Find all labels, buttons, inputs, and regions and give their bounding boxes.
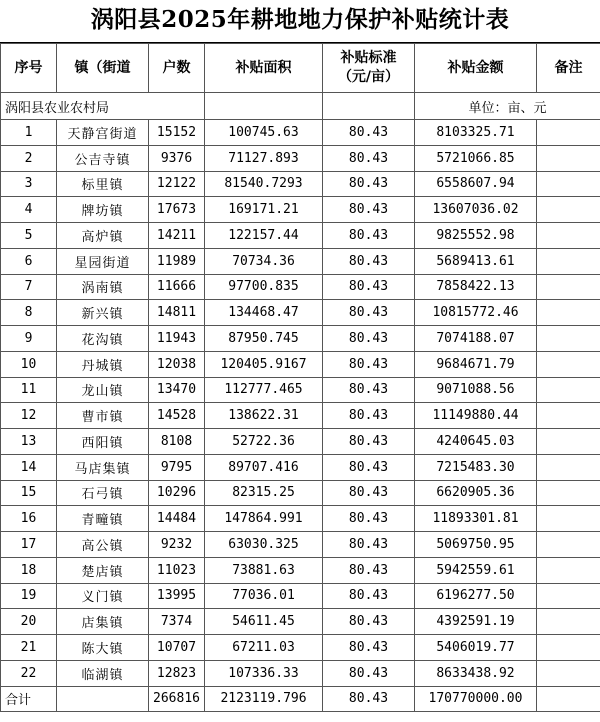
cell-seq: 3 [1, 171, 57, 197]
cell-households: 11943 [149, 326, 205, 352]
cell-note [537, 506, 600, 532]
table-row [1, 403, 600, 429]
cell-area: 54611.45 [205, 609, 323, 635]
cell-seq: 20 [1, 609, 57, 635]
cell-seq: 9 [1, 326, 57, 352]
cell-seq: 7 [1, 274, 57, 300]
cell-note [537, 274, 600, 300]
cell-households: 8108 [149, 429, 205, 455]
cell-rate: 80.43 [323, 429, 415, 455]
cell-rate: 80.43 [323, 660, 415, 686]
cell-households: 11023 [149, 557, 205, 583]
cell-rate: 80.43 [323, 557, 415, 583]
total-note [537, 686, 600, 711]
table-row [1, 326, 600, 352]
cell-town: 涡南镇 [57, 274, 149, 300]
cell-amount: 8633438.92 [415, 660, 537, 686]
cell-town: 花沟镇 [57, 326, 149, 352]
cell-note [537, 532, 600, 558]
cell-note [537, 377, 600, 403]
cell-rate: 80.43 [323, 506, 415, 532]
organization-label: 涡阳县农业农村局 [1, 93, 205, 120]
cell-households: 10707 [149, 635, 205, 661]
cell-area: 89707.416 [205, 454, 323, 480]
cell-town: 楚店镇 [57, 557, 149, 583]
cell-area: 112777.465 [205, 377, 323, 403]
header-area: 补贴面积 [205, 44, 323, 93]
cell-note [537, 480, 600, 506]
cell-households: 11989 [149, 248, 205, 274]
cell-area: 169171.21 [205, 197, 323, 223]
cell-town: 龙山镇 [57, 377, 149, 403]
cell-area: 120405.9167 [205, 351, 323, 377]
table-row [1, 300, 600, 326]
cell-households: 7374 [149, 609, 205, 635]
cell-rate: 80.43 [323, 635, 415, 661]
cell-note [537, 351, 600, 377]
table-row [1, 120, 600, 146]
cell-rate: 80.43 [323, 403, 415, 429]
cell-area: 70734.36 [205, 248, 323, 274]
cell-amount: 7858422.13 [415, 274, 537, 300]
cell-note [537, 300, 600, 326]
header-town: 镇（街道 [57, 44, 149, 93]
cell-town: 马店集镇 [57, 454, 149, 480]
cell-note [537, 454, 600, 480]
cell-amount: 5406019.77 [415, 635, 537, 661]
cell-town: 牌坊镇 [57, 197, 149, 223]
meta-empty-cell [323, 93, 415, 120]
cell-town: 高公镇 [57, 532, 149, 558]
cell-rate: 80.43 [323, 532, 415, 558]
table-row [1, 248, 600, 274]
cell-seq: 12 [1, 403, 57, 429]
header-note: 备注 [537, 44, 600, 93]
cell-households: 14811 [149, 300, 205, 326]
header-households: 户数 [149, 44, 205, 93]
cell-rate: 80.43 [323, 454, 415, 480]
cell-town: 天静宫街道 [57, 120, 149, 146]
cell-seq: 8 [1, 300, 57, 326]
cell-rate: 80.43 [323, 223, 415, 249]
cell-seq: 2 [1, 145, 57, 171]
cell-area: 73881.63 [205, 557, 323, 583]
cell-households: 17673 [149, 197, 205, 223]
header-rate [323, 44, 415, 93]
total-households: 266816 [149, 686, 205, 711]
subsidy-table [0, 43, 600, 712]
cell-note [537, 223, 600, 249]
cell-amount: 11893301.81 [415, 506, 537, 532]
cell-amount: 9071088.56 [415, 377, 537, 403]
header-row [1, 44, 600, 93]
cell-seq: 5 [1, 223, 57, 249]
cell-amount: 13607036.02 [415, 197, 537, 223]
cell-rate: 80.43 [323, 609, 415, 635]
cell-amount: 5689413.61 [415, 248, 537, 274]
cell-amount: 9825552.98 [415, 223, 537, 249]
cell-note [537, 583, 600, 609]
table-row [1, 557, 600, 583]
cell-area: 97700.835 [205, 274, 323, 300]
cell-amount: 11149880.44 [415, 403, 537, 429]
cell-town: 标里镇 [57, 171, 149, 197]
cell-note [537, 403, 600, 429]
header-seq: 序号 [1, 44, 57, 93]
cell-area: 63030.325 [205, 532, 323, 558]
cell-households: 13995 [149, 583, 205, 609]
cell-households: 10296 [149, 480, 205, 506]
table-row [1, 635, 600, 661]
table-row [1, 223, 600, 249]
cell-town: 石弓镇 [57, 480, 149, 506]
cell-note [537, 145, 600, 171]
total-rate: 80.43 [323, 686, 415, 711]
table-row [1, 583, 600, 609]
cell-rate: 80.43 [323, 145, 415, 171]
table-row [1, 454, 600, 480]
cell-households: 13470 [149, 377, 205, 403]
cell-area: 147864.991 [205, 506, 323, 532]
cell-area: 52722.36 [205, 429, 323, 455]
cell-rate: 80.43 [323, 197, 415, 223]
table-row [1, 197, 600, 223]
cell-town: 西阳镇 [57, 429, 149, 455]
cell-area: 77036.01 [205, 583, 323, 609]
cell-town: 高炉镇 [57, 223, 149, 249]
total-town-cell [57, 686, 149, 711]
cell-rate: 80.43 [323, 274, 415, 300]
cell-households: 9795 [149, 454, 205, 480]
table-row [1, 532, 600, 558]
cell-amount: 7074188.07 [415, 326, 537, 352]
cell-area: 71127.893 [205, 145, 323, 171]
total-row [1, 686, 600, 711]
cell-seq: 19 [1, 583, 57, 609]
cell-area: 138622.31 [205, 403, 323, 429]
cell-town: 曹市镇 [57, 403, 149, 429]
cell-amount: 5721066.85 [415, 145, 537, 171]
cell-amount: 5069750.95 [415, 532, 537, 558]
cell-town: 公吉寺镇 [57, 145, 149, 171]
cell-rate: 80.43 [323, 248, 415, 274]
cell-households: 9376 [149, 145, 205, 171]
cell-amount: 10815772.46 [415, 300, 537, 326]
header-amount: 补贴金额 [415, 44, 537, 93]
cell-seq: 15 [1, 480, 57, 506]
cell-rate: 80.43 [323, 480, 415, 506]
cell-households: 12038 [149, 351, 205, 377]
cell-rate: 80.43 [323, 583, 415, 609]
cell-area: 81540.7293 [205, 171, 323, 197]
cell-households: 15152 [149, 120, 205, 146]
total-label: 合计 [1, 686, 57, 711]
cell-households: 14211 [149, 223, 205, 249]
cell-town: 临湖镇 [57, 660, 149, 686]
cell-amount: 6196277.50 [415, 583, 537, 609]
cell-area: 100745.63 [205, 120, 323, 146]
table-row [1, 351, 600, 377]
cell-town: 陈大镇 [57, 635, 149, 661]
table-body [1, 120, 600, 687]
cell-seq: 22 [1, 660, 57, 686]
cell-amount: 8103325.71 [415, 120, 537, 146]
unit-label: 单位：亩、元 [415, 93, 600, 120]
table-row [1, 429, 600, 455]
cell-area: 87950.745 [205, 326, 323, 352]
cell-amount: 7215483.30 [415, 454, 537, 480]
cell-note [537, 248, 600, 274]
cell-households: 14528 [149, 403, 205, 429]
cell-note [537, 429, 600, 455]
cell-note [537, 120, 600, 146]
cell-households: 9232 [149, 532, 205, 558]
cell-seq: 18 [1, 557, 57, 583]
cell-households: 12823 [149, 660, 205, 686]
cell-amount: 4392591.19 [415, 609, 537, 635]
table-row [1, 480, 600, 506]
cell-seq: 6 [1, 248, 57, 274]
cell-rate: 80.43 [323, 171, 415, 197]
meta-empty-cell [205, 93, 323, 120]
cell-note [537, 609, 600, 635]
cell-note [537, 197, 600, 223]
table-row [1, 377, 600, 403]
cell-seq: 13 [1, 429, 57, 455]
page-title: 涡阳县2025年耕地地力保护补贴统计表 [0, 0, 600, 43]
cell-town: 青疃镇 [57, 506, 149, 532]
cell-rate: 80.43 [323, 120, 415, 146]
cell-seq: 1 [1, 120, 57, 146]
cell-note [537, 635, 600, 661]
cell-note [537, 326, 600, 352]
cell-note [537, 660, 600, 686]
cell-rate: 80.43 [323, 377, 415, 403]
table-row [1, 609, 600, 635]
cell-rate: 80.43 [323, 351, 415, 377]
cell-town: 新兴镇 [57, 300, 149, 326]
cell-amount: 6558607.94 [415, 171, 537, 197]
cell-households: 12122 [149, 171, 205, 197]
table-row [1, 660, 600, 686]
cell-area: 122157.44 [205, 223, 323, 249]
cell-area: 67211.03 [205, 635, 323, 661]
cell-rate: 80.43 [323, 300, 415, 326]
cell-area: 134468.47 [205, 300, 323, 326]
cell-seq: 16 [1, 506, 57, 532]
cell-amount: 4240645.03 [415, 429, 537, 455]
cell-town: 店集镇 [57, 609, 149, 635]
cell-area: 107336.33 [205, 660, 323, 686]
cell-households: 11666 [149, 274, 205, 300]
table-row [1, 145, 600, 171]
cell-seq: 21 [1, 635, 57, 661]
cell-note [537, 557, 600, 583]
table-row [1, 506, 600, 532]
cell-town: 丹城镇 [57, 351, 149, 377]
cell-seq: 17 [1, 532, 57, 558]
cell-seq: 11 [1, 377, 57, 403]
cell-seq: 10 [1, 351, 57, 377]
header-rate-line1: 补贴标准 [340, 50, 397, 66]
table-row [1, 274, 600, 300]
table-row [1, 171, 600, 197]
cell-town: 星园街道 [57, 248, 149, 274]
cell-rate: 80.43 [323, 326, 415, 352]
cell-note [537, 171, 600, 197]
header-rate-line2: （元/亩） [337, 69, 400, 85]
cell-households: 14484 [149, 506, 205, 532]
cell-seq: 4 [1, 197, 57, 223]
cell-area: 82315.25 [205, 480, 323, 506]
cell-amount: 6620905.36 [415, 480, 537, 506]
cell-amount: 9684671.79 [415, 351, 537, 377]
total-area: 2123119.796 [205, 686, 323, 711]
cell-town: 义门镇 [57, 583, 149, 609]
cell-seq: 14 [1, 454, 57, 480]
cell-amount: 5942559.61 [415, 557, 537, 583]
total-amount: 170770000.00 [415, 686, 537, 711]
